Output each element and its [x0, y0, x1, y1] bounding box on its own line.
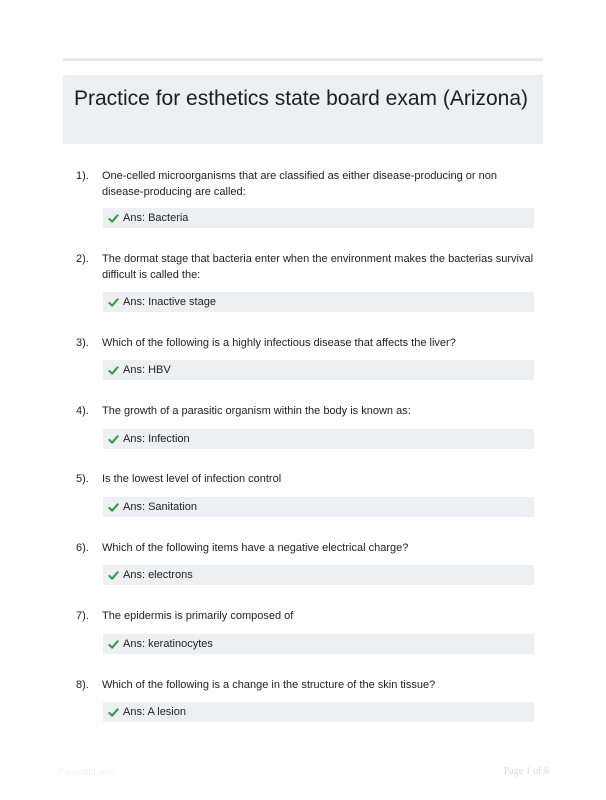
answer-box — [103, 565, 534, 585]
question-number: 2). — [76, 253, 89, 265]
check-icon — [108, 639, 119, 650]
answer-text: Ans: Sanitation — [123, 501, 197, 513]
question-number: 6). — [76, 542, 89, 554]
title-box — [63, 75, 543, 144]
header-divider — [63, 58, 543, 61]
page-indicator: Page 1 of 6 — [503, 766, 549, 777]
answer-box — [103, 634, 534, 654]
check-icon — [108, 297, 119, 308]
answer-text: Ans: Inactive stage — [123, 296, 216, 308]
check-icon — [108, 213, 119, 224]
answer-text: Ans: A lesion — [123, 706, 186, 718]
question-number: 1). — [76, 170, 89, 182]
question-text: The epidermis is primarily composed of — [102, 610, 294, 622]
check-icon — [108, 434, 119, 445]
question-text: The growth of a parasitic organism within the body is known as: — [102, 405, 411, 417]
question-text: Which of the following items have a negative electrical charge? — [102, 542, 409, 554]
answer-box — [103, 208, 534, 228]
question-text: The dormat stage that bacteria enter when the environment makes the bacterias survival difficult is called the: — [102, 253, 534, 281]
answer-box — [103, 360, 534, 380]
answer-box — [103, 429, 534, 449]
answer-box — [103, 497, 534, 517]
page-title: Practice for esthetics state board exam (Arizona) — [74, 87, 529, 110]
answer-text: Ans: keratinocytes — [123, 638, 213, 650]
question-text: Is the lowest level of infection control — [102, 473, 282, 485]
footer-watermark: Papertilbl.com — [58, 767, 116, 777]
answer-text: Ans: electrons — [123, 569, 193, 581]
answer-box — [103, 702, 534, 722]
question-text: One-celled microorganisms that are classified as either disease-producing or non disease-producing are called: — [102, 170, 497, 198]
question-number: 7). — [76, 610, 89, 622]
check-icon — [108, 570, 119, 581]
answer-text: Ans: Infection — [123, 433, 190, 445]
answer-text: Ans: HBV — [123, 364, 171, 376]
question-number: 3). — [76, 337, 89, 349]
question-number: 4). — [76, 405, 89, 417]
question-text: Which of the following is a highly infectious disease that affects the liver? — [102, 337, 456, 349]
question-number: 8). — [76, 679, 89, 691]
question-number: 5). — [76, 473, 89, 485]
check-icon — [108, 365, 119, 376]
check-icon — [108, 707, 119, 718]
question-text: Which of the following is a change in the structure of the skin tissue? — [102, 679, 436, 691]
answer-text: Ans: Bacteria — [123, 212, 189, 224]
check-icon — [108, 502, 119, 513]
answer-box — [103, 292, 534, 312]
